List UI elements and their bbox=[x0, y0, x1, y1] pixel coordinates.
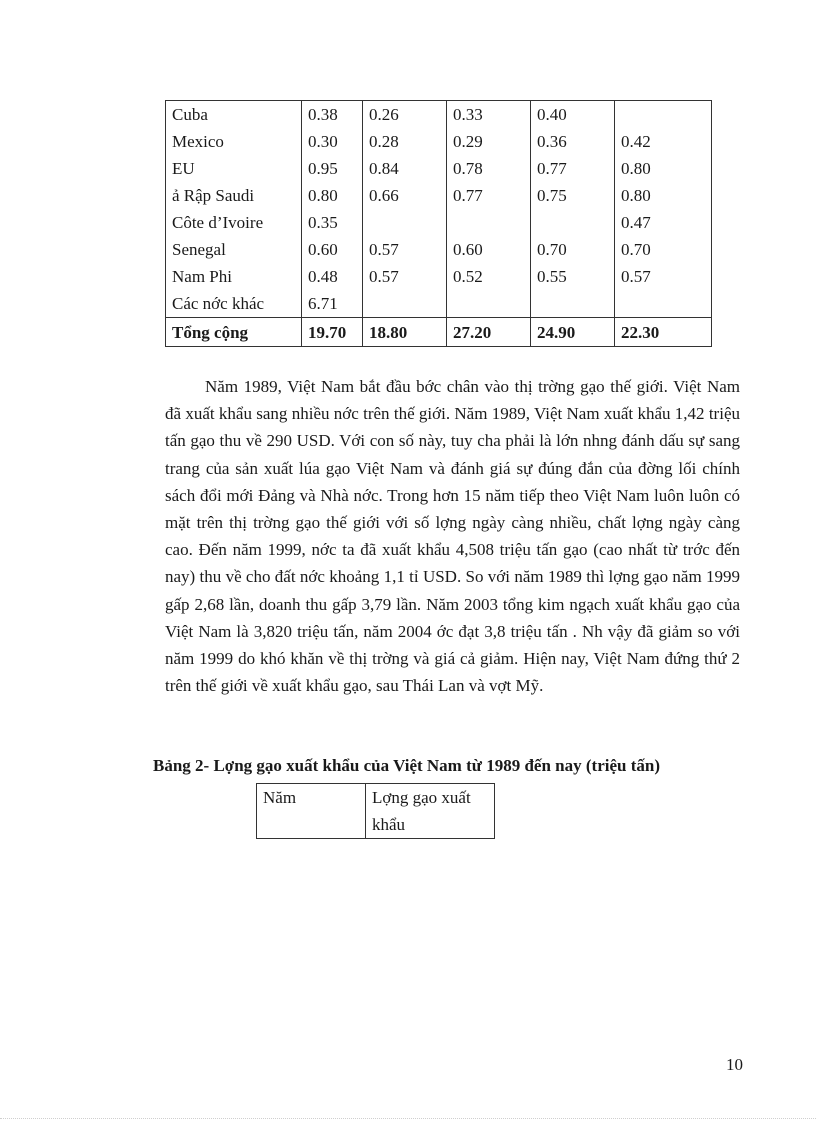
value-cell: 0.95 bbox=[302, 155, 363, 182]
value-cell: 0.60 bbox=[302, 236, 363, 263]
value-cell: 0.30 bbox=[302, 128, 363, 155]
value-cell: 0.33 bbox=[447, 101, 531, 129]
total-row bbox=[166, 318, 712, 347]
value-cell bbox=[531, 209, 615, 236]
page-number: 10 bbox=[726, 1055, 743, 1074]
value-cell bbox=[615, 101, 712, 129]
value-cell bbox=[363, 290, 447, 318]
value-cell: 0.55 bbox=[531, 263, 615, 290]
page-divider bbox=[0, 1118, 816, 1119]
value-cell: 0.47 bbox=[615, 209, 712, 236]
country-cell: Senegal bbox=[166, 236, 302, 263]
value-cell: 24.90 bbox=[531, 318, 615, 347]
header-year: Năm bbox=[257, 784, 366, 839]
value-cell: 0.57 bbox=[615, 263, 712, 290]
table-header-row bbox=[257, 784, 495, 839]
table-row bbox=[166, 263, 712, 290]
value-cell: 0.80 bbox=[615, 182, 712, 209]
value-cell: 0.40 bbox=[531, 101, 615, 129]
value-cell: 0.48 bbox=[302, 263, 363, 290]
vietnam-export-table bbox=[256, 783, 495, 839]
table-row bbox=[166, 128, 712, 155]
country-cell: EU bbox=[166, 155, 302, 182]
value-cell: 0.84 bbox=[363, 155, 447, 182]
header-volume: Lợng gạo xuất khẩu bbox=[366, 784, 495, 839]
body-paragraph: Năm 1989, Việt Nam bắt đầu bớc chân vào thị trờng gạo thế giới. Việt Nam đã xuất khẩu sang nhiều nớc trên thế giới. Năm 1989, Việt Nam xuất khẩu 1,42 triệu tấn gạo thu về 290 USD. Với con số này, tuy cha phải là lớn nhng đánh dấu sự sang trang của sản xuất lúa gạo Việt Nam và đánh giá sự đúng đắn của đờng lối chính sách đổi mới Đảng và Nhà nớc. Trong hơn 15 năm tiếp theo Việt Nam luôn luôn có mặt trên thị trờng gạo thế giới với số lợng ngày càng nhiều, chất lợng ngày càng cao. Đến năm 1999, nớc ta đã xuất khẩu 4,508 triệu tấn gạo (cao nhất từ trớc đến nay) thu về cho đất nớc khoảng 1,1 tỉ USD. So với năm 1989 thì lợng gạo năm 1999 gấp 2,68 lần, doanh thu gấp 3,79 lần. Năm 2003 tổng kim ngạch xuất khẩu gạo của Việt Nam là 3,820 triệu tấn, năm 2004 ớc đạt 3,8 triệu tấn . Nh vậy đã giảm so với năm 1999 do khó khăn về thị trờng và giá cả giảm. Hiện nay, Việt Nam đứng thứ 2 trên thế giới về xuất khẩu gạo, sau Thái Lan và vợt Mỹ. bbox=[165, 377, 740, 696]
country-cell: Tổng cộng bbox=[166, 318, 302, 347]
table-row bbox=[166, 209, 712, 236]
value-cell: 0.29 bbox=[447, 128, 531, 155]
value-cell: 0.75 bbox=[531, 182, 615, 209]
export-table bbox=[165, 100, 712, 347]
value-cell: 0.70 bbox=[615, 236, 712, 263]
value-cell: 0.35 bbox=[302, 209, 363, 236]
value-cell bbox=[447, 290, 531, 318]
value-cell: 0.80 bbox=[615, 155, 712, 182]
country-cell: Côte d’Ivoire bbox=[166, 209, 302, 236]
value-cell: 0.38 bbox=[302, 101, 363, 129]
value-cell: 0.78 bbox=[447, 155, 531, 182]
value-cell bbox=[447, 209, 531, 236]
value-cell: 0.52 bbox=[447, 263, 531, 290]
value-cell: 19.70 bbox=[302, 318, 363, 347]
table-row bbox=[166, 182, 712, 209]
value-cell: 0.77 bbox=[531, 155, 615, 182]
table-row bbox=[166, 155, 712, 182]
table-caption: Bảng 2- Lợng gạo xuất khẩu của Việt Nam từ 1989 đến nay (triệu tấn) bbox=[153, 756, 660, 775]
value-cell: 22.30 bbox=[615, 318, 712, 347]
value-cell: 0.57 bbox=[363, 263, 447, 290]
value-cell: 6.71 bbox=[302, 290, 363, 318]
table-row bbox=[166, 236, 712, 263]
value-cell: 0.60 bbox=[447, 236, 531, 263]
value-cell bbox=[615, 290, 712, 318]
value-cell: 0.36 bbox=[531, 128, 615, 155]
value-cell: 0.26 bbox=[363, 101, 447, 129]
value-cell: 0.70 bbox=[531, 236, 615, 263]
table-row bbox=[166, 290, 712, 318]
value-cell: 18.80 bbox=[363, 318, 447, 347]
value-cell: 27.20 bbox=[447, 318, 531, 347]
value-cell bbox=[531, 290, 615, 318]
value-cell: 0.77 bbox=[447, 182, 531, 209]
country-cell: ả Rập Saudi bbox=[166, 182, 302, 209]
country-cell: Mexico bbox=[166, 128, 302, 155]
table-row bbox=[166, 101, 712, 129]
value-cell: 0.66 bbox=[363, 182, 447, 209]
country-cell: Nam Phi bbox=[166, 263, 302, 290]
value-cell: 0.80 bbox=[302, 182, 363, 209]
country-cell: Cuba bbox=[166, 101, 302, 129]
country-cell: Các nớc khác bbox=[166, 290, 302, 318]
value-cell: 0.57 bbox=[363, 236, 447, 263]
value-cell: 0.28 bbox=[363, 128, 447, 155]
value-cell bbox=[363, 209, 447, 236]
value-cell: 0.42 bbox=[615, 128, 712, 155]
